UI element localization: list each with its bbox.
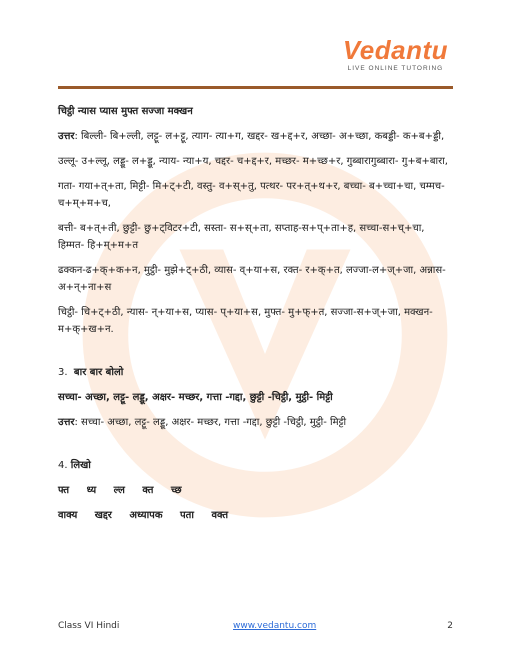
answer-paragraph-4: बत्ती- ब+त्+ती, छुट्टी- छु+ट्विटर+टी, सस्ता- स+स्+ता, सप्ताह-स+प्+ता+ह, सच्चा-स+च्+चा, हिम्मत- हि+म्+म+त: [58, 223, 425, 251]
page-header: [0, 0, 510, 95]
footer-class-label: Class VI Hindi: [58, 621, 120, 631]
section-3-title: बार बार बोलो: [73, 367, 124, 378]
footer-page-number: 2: [447, 621, 453, 631]
section-4-title: लिखो: [70, 460, 91, 471]
vedantu-logo: [343, 36, 448, 72]
footer-website-link[interactable]: www.vedantu.com: [233, 621, 317, 631]
section-3-answer-text: : सच्चा- अच्छा, लट्टू- लड्डू, अक्षर- मच्छर, गत्ता -गद्दा, छुट्टी -चिट्ठी, मुट्ठी- मिट्टी: [74, 417, 347, 428]
section-4-line-1: फ्त ध्य ल्ल क्त च्छ: [58, 485, 182, 496]
section-3-answer: [58, 414, 453, 431]
header-divider: [58, 86, 453, 89]
answer-label: उत्तर: [58, 417, 75, 428]
section-heading: चिट्ठी न्यास प्यास मुफ्त सज्जा मक्खन: [58, 106, 193, 117]
section-3-question: सच्चा- अच्छा, लट्टू- लड्डू, अक्षर- मच्छर, गत्ता -गद्दा, छुट्टी -चिट्ठी, मुट्ठी- मिट्टी: [58, 392, 333, 403]
section-3-heading: [58, 364, 453, 381]
brand-tagline: LIVE ONLINE TUTORING: [347, 65, 444, 72]
page-content: [58, 103, 453, 532]
answer-paragraph-1: [58, 128, 453, 145]
answer-paragraph-5: ढक्कन-ढ+क्+क+न, मुट्ठी- मुझे+ट्+ठी, व्यास- व्+या+स, रक्त- र+क्+त, लज्जा-ल+ज्+जा, अन्नास- अ+न्+ना+स: [58, 265, 446, 293]
answer-label: उत्तर: [58, 131, 75, 142]
answer-paragraph-2: उल्लू- उ+ल्लू, लड्डू- ल+ड्डू, न्याय- न्या+य, चद्दर- च+द्द+र, मच्छर- म+च्छ+र, गुब्बारागुब्बारा- गु+ब+बारा,: [58, 156, 448, 167]
answer-paragraph-6: चिट्ठी- चि+ट्+ठी, न्यास- न्+या+स, प्यास- प्+या+स, मुफ्त- मु+फ्+त, सज्जा-स+ज्+जा, मक्खन- म+क्+ख+न.: [58, 307, 433, 335]
answer-text-1: : बिल्ली- बि+ल्ली, लट्टू- ल+ट्टू, त्याग- त्या+ग, खद्दर- ख+द्द+र, अच्छा- अ+च्छा, कबड्डी- क+ब+ड्डी,: [74, 131, 445, 142]
section-3-number: 3.: [58, 367, 68, 378]
section-4-line-2: वाक्य खद्दर अध्यापक पता वक्त: [58, 510, 229, 521]
section-4-heading: [58, 457, 453, 474]
answer-paragraph-3: गता- गया+त्+ता, मिट्टी- मि+ट्+टी, वस्तु- व+स्+तु, पत्थर- पर+त्+थ+र, बच्चा- ब+च्चा+चा, चम्मच-च+म्+म+च,: [58, 181, 445, 209]
brand-name: Vedantu: [342, 35, 448, 65]
section-4-number: 4.: [58, 460, 68, 471]
